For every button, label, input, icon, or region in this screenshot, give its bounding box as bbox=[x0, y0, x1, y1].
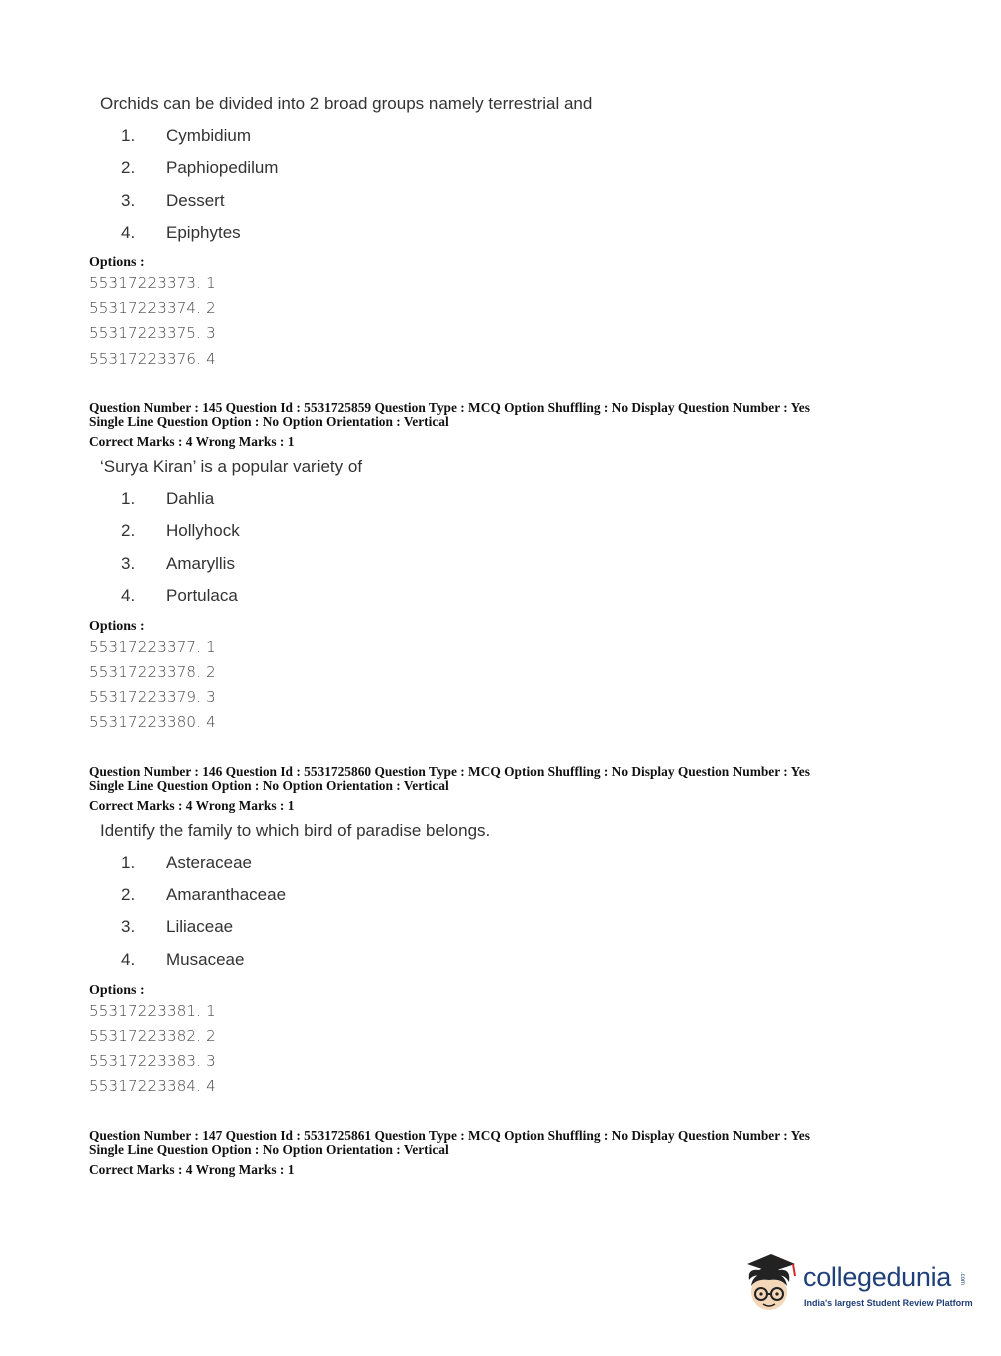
question-marks: Correct Marks : 4 Wrong Marks : 1 bbox=[89, 434, 295, 449]
choice-number: 2. bbox=[121, 158, 136, 177]
choice-number: 1. bbox=[121, 853, 136, 872]
choice-number: 2. bbox=[121, 521, 136, 540]
choice-text: Asteraceae bbox=[166, 853, 252, 872]
choice-number: 4. bbox=[121, 586, 136, 605]
question-marks: Correct Marks : 4 Wrong Marks : 1 bbox=[89, 798, 295, 813]
choice-text: Dessert bbox=[166, 191, 225, 210]
question-meta-options: Single Line Question Option : No Option Orientation : Vertical bbox=[89, 778, 449, 793]
option-id: 55317223383. 3 bbox=[89, 1052, 216, 1070]
options-label: Options : bbox=[89, 619, 145, 634]
options-label: Options : bbox=[89, 983, 145, 998]
choice-text: Amaranthaceae bbox=[166, 885, 287, 904]
choice-number: 4. bbox=[121, 950, 136, 969]
option-id: 55317223377. 1 bbox=[89, 638, 216, 656]
option-id: 55317223380. 4 bbox=[89, 713, 216, 731]
choice-text: Dahlia bbox=[166, 489, 215, 508]
choice-number: 1. bbox=[121, 489, 136, 508]
question-text: ‘Surya Kiran’ is a popular variety of bbox=[100, 457, 363, 476]
choice-text: Epiphytes bbox=[166, 223, 241, 242]
choice-text: Portulaca bbox=[166, 586, 238, 605]
logo-suffix: .com bbox=[959, 1272, 965, 1286]
option-id: 55317223382. 2 bbox=[89, 1027, 216, 1045]
choice-number: 3. bbox=[121, 191, 136, 210]
question-text: Orchids can be divided into 2 broad groups namely terrestrial and bbox=[100, 94, 593, 113]
question-text: Identify the family to which bird of paradise belongs. bbox=[100, 821, 491, 840]
option-id: 55317223379. 3 bbox=[89, 688, 216, 706]
choice-number: 1. bbox=[121, 126, 136, 145]
choice-number: 3. bbox=[121, 554, 136, 573]
option-id: 55317223373. 1 bbox=[89, 274, 216, 292]
options-label: Options : bbox=[89, 255, 145, 270]
option-id: 55317223378. 2 bbox=[89, 663, 216, 681]
question-meta-options: Single Line Question Option : No Option Orientation : Vertical bbox=[89, 1142, 449, 1157]
choice-text: Cymbidium bbox=[166, 126, 252, 145]
option-id: 55317223381. 1 bbox=[89, 1002, 216, 1020]
question-meta: Question Number : 145 Question Id : 5531725859 Question Type : MCQ Option Shuffling : No Display Question Number : Yes bbox=[89, 400, 810, 415]
option-id: 55317223375. 3 bbox=[89, 324, 216, 342]
logo-wordmark: collegedunia bbox=[803, 1262, 952, 1292]
logo-tagline: India's largest Student Review Platform bbox=[804, 1298, 973, 1308]
choice-text: Amaryllis bbox=[166, 554, 235, 573]
option-id: 55317223384. 4 bbox=[89, 1077, 216, 1095]
choice-number: 4. bbox=[121, 223, 136, 242]
choice-text: Hollyhock bbox=[166, 521, 240, 540]
mascot-icon bbox=[741, 1250, 803, 1316]
choice-text: Liliaceae bbox=[166, 917, 234, 936]
question-meta-options: Single Line Question Option : No Option Orientation : Vertical bbox=[89, 414, 449, 429]
option-id: 55317223376. 4 bbox=[89, 350, 216, 368]
choice-text: Paphiopedilum bbox=[166, 158, 279, 177]
choice-number: 2. bbox=[121, 885, 136, 904]
choice-text: Musaceae bbox=[166, 950, 245, 969]
question-meta: Question Number : 146 Question Id : 5531725860 Question Type : MCQ Option Shuffling : No Display Question Number : Yes bbox=[89, 764, 810, 779]
collegedunia-logo bbox=[741, 1250, 971, 1320]
question-marks: Correct Marks : 4 Wrong Marks : 1 bbox=[89, 1162, 295, 1177]
choice-number: 3. bbox=[121, 917, 136, 936]
question-meta: Question Number : 147 Question Id : 5531725861 Question Type : MCQ Option Shuffling : No Display Question Number : Yes bbox=[89, 1128, 810, 1143]
option-id: 55317223374. 2 bbox=[89, 299, 216, 317]
